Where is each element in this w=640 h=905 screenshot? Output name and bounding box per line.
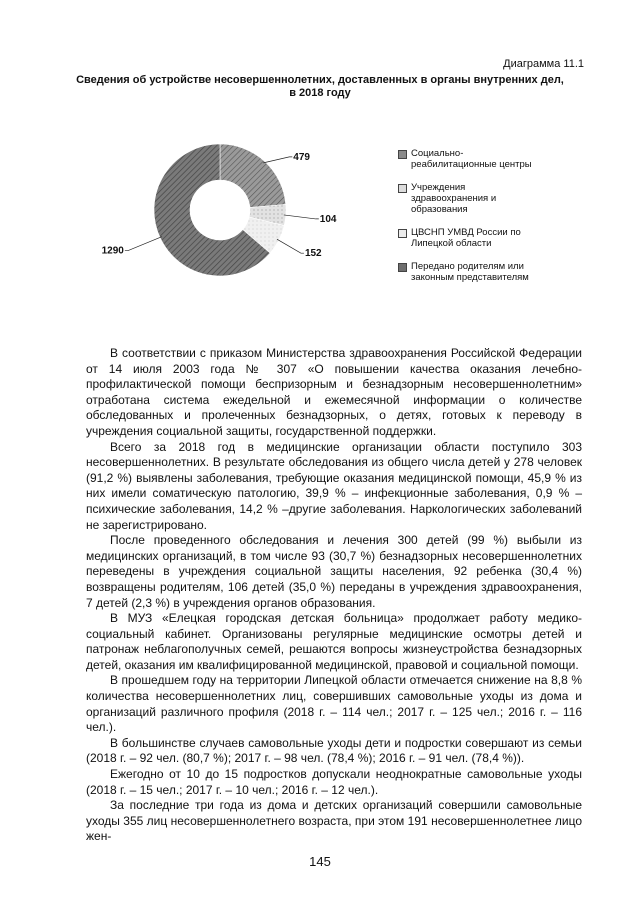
legend-item	[398, 227, 566, 249]
donut-slice	[220, 144, 286, 207]
legend-label: ЦВСНП УМВД России по Липецкой области	[411, 227, 521, 249]
legend-label: Социально- реабилитационные центры	[411, 148, 532, 170]
data-label: 479	[293, 151, 310, 163]
legend-swatch	[398, 263, 407, 272]
paragraph: В прошедшем году на территории Липецкой области отмечается снижение на 8,8 % количества несовершеннолетних лиц, совершивших самовольные уходы из дома и организаций различного профиля (2018 г. – 114 чел.; 2017 г. – 125 чел.; 2016 г. – 116 чел.).	[86, 673, 582, 735]
legend-item	[398, 261, 566, 283]
page-number: 145	[309, 854, 331, 869]
body-text	[86, 346, 582, 845]
donut-chart	[101, 140, 337, 280]
paragraph: В МУЗ «Елецкая городская детская больница» продолжает работу медико-социальный кабинет. Организованы регулярные медицинские осмотры детей и патронаж неблагополучных семей, решаются вопросы жизнеустройства безнадзорных детей, оказания им квалифицированной медицинской, правовой и социальной помощи.	[86, 611, 582, 672]
legend-label: Передано родителям или законным представителям	[411, 261, 529, 283]
leader-line	[277, 239, 304, 253]
chart-title	[70, 74, 570, 100]
paragraph: Всего за 2018 год в медицинские организации области поступило 303 несовершеннолетних. В результате обследования из общего числа детей у 278 человек (91,2 %) выявлены заболевания, требующие оказания медицинской помощи, 45,9 % из них имели соматическую патологию, 39,9 % – инфекционные заболевания, 0,9 % – психические заболевания, 14,2 % –другие заболевания. Наркологических заболеваний не зарегистрировано.	[86, 439, 582, 532]
chart-title-line-2: в 2018 году	[289, 87, 351, 99]
legend-swatch	[398, 184, 407, 193]
paragraph: Ежегодно от 10 до 15 подростков допускали неоднократные самовольные уходы (2018 г. – 15 чел.; 2017 г. – 10 чел.; 2016 г. – 12 чел.).	[86, 767, 582, 797]
data-label: 104	[319, 213, 337, 225]
chart-title-line-1: Сведения об устройстве несовершеннолетних, доставленных в органы внутренних дел,	[76, 74, 564, 86]
legend-label: Учреждения здравоохранения и образования	[411, 182, 497, 215]
legend-swatch	[398, 150, 407, 159]
paragraph: В большинстве случаев самовольные уходы дети и подростки совершают из семьи (2018 г. – 92 чел. (80,7 %); 2017 г. – 98 чел. (78,4 %); 2016 г. – 91 чел. (78,4 %)).	[86, 735, 582, 766]
leader-line	[125, 237, 162, 251]
data-label: 1290	[101, 245, 124, 257]
paragraph: За последние три года из дома и детских организаций совершили самовольные уходы 355 лиц несовершеннолетнего возраста, при этом 191 несовершеннолетнее лицо жен-	[86, 798, 582, 844]
figure-caption: Диаграмма 11.1	[503, 58, 584, 70]
data-label: 152	[304, 248, 322, 260]
legend-item	[398, 182, 566, 215]
legend-item	[398, 148, 566, 170]
chart-legend	[398, 148, 566, 295]
leader-line	[284, 215, 319, 219]
paragraph: После проведенного обследования и лечения 300 детей (99 %) выбыли из медицинских организаций, в том числе 93 (30,7 %) безнадзорных несовершеннолетних переведены в учреждения социальной защиты населения, 92 ребенка (30,4 %) возвращены родителям, 106 детей (35,0 %) переданы в учреждения здравоохранения, 7 детей (2,3 %) в учреждения органов образования.	[86, 533, 582, 610]
paragraph: В соответствии с приказом Министерства здравоохранения Российской Федерации от 14 июля 2003 года № 307 «О повышении качества оказания лечебно-профилактической помощи беспризорным и безнадзорным несовершеннолетним» отработана система ежедельной и ежемесячной информации о количестве обследованных и пролеченных безнадзорных, о детях, готовых к переводу в учреждения социальной защиты, государственной поддержки.	[86, 346, 582, 438]
legend-swatch	[398, 229, 407, 238]
leader-line	[263, 157, 292, 163]
